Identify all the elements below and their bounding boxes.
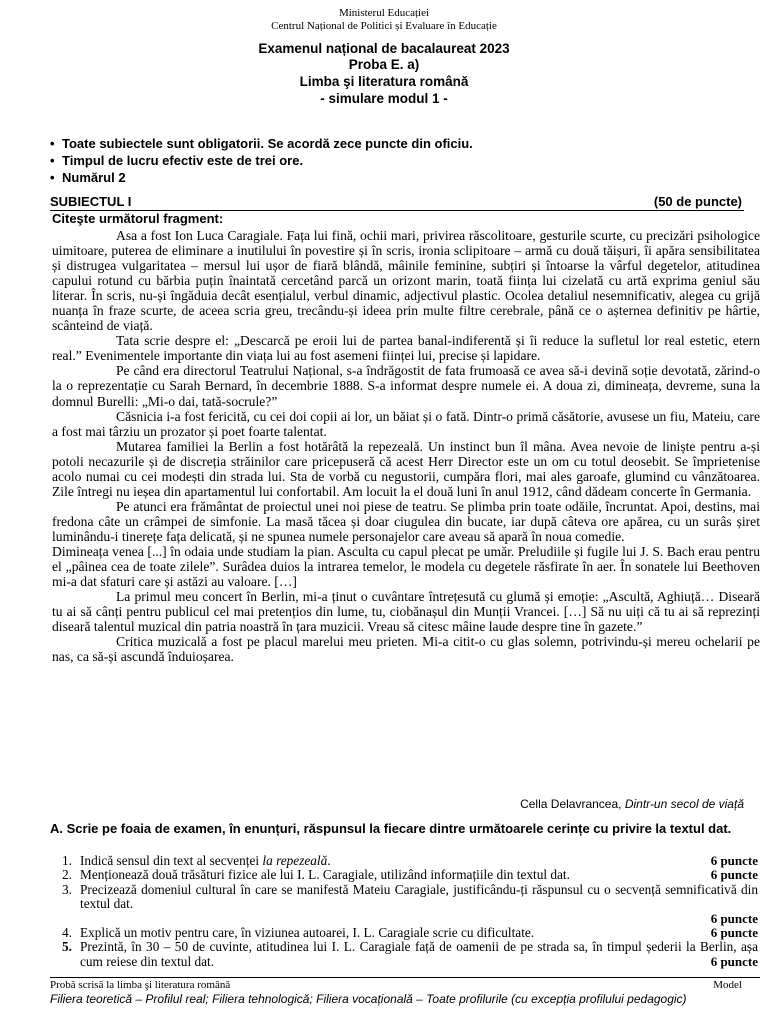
fragment-paragraph: Pe când era directorul Teatrului Național, s-a îndrăgostit de fata frumoasă ce avea să-i devină soție devotată, zărind-o la o reprezentație cu Sarah Bernard, în decembrie 1888. S-a informat despre numele ei. A doua zi, dimineața, devreme, suna la domnul Burelli: „Mi-o dai, tată-socrule?” <box>52 363 760 409</box>
task-a-instruction: A. Scrie pe foaia de examen, în enunțuri, răspunsul la fiecare dintre următoarele cerințe cu privire la textul dat. <box>50 821 732 836</box>
rule-bullet <box>50 153 303 169</box>
subject-heading <box>50 194 744 211</box>
source-signature <box>520 797 744 811</box>
fragment-paragraph: Critica muzicală a fost pe placul marelui meu prieten. Mi-a citit-o cu glas solemn, potrivindu-și mereu ochelarii pe nas, ca să-și ascundă înduioșarea. <box>52 634 760 665</box>
task-item <box>50 854 758 868</box>
rule-bullet <box>50 170 126 186</box>
task-text: Menționează două trăsături fizice ale lui I. L. Caragiale, utilizând informațiile din textul dat. <box>80 867 570 883</box>
task-points: 6 puncte <box>710 954 758 970</box>
fragment-text <box>52 228 760 664</box>
read-instruction: Citeşte următorul fragment: <box>52 211 224 226</box>
subject-points: (50 de puncte) <box>653 194 742 209</box>
source-work: Dintr-un secol de viață <box>624 797 744 811</box>
bullet-icon: • <box>50 153 55 168</box>
source-author: Cella Delavrancea, <box>520 797 625 811</box>
task-list <box>50 854 758 970</box>
fragment-paragraph: La primul meu concert în Berlin, mi-a ținut o cuvântare întrețesută cu glumă și emoție: „Ascultă, Aghiuță… Diseară tu ai să cânți pentru publicul cel mai pretențios din lume, tu, ciobănașul din Munții Vrancei. […] Să nu uiți că tu ai să reprezinți diseară talentul muzical din patria noastră în țara muzicii. Vreau să citesc mâine laude despre tine în gazete.” <box>52 589 760 635</box>
fragment-paragraph: Tata scrie despre el: „Descarcă pe eroii lui de partea banal-indiferentă și îi reduce la sufletul lor real estetic, etern real.” Evenimentele importante din viața lui au fost asemeni ființei lui, precise și lapidare. <box>52 333 760 364</box>
footer-model: Model <box>713 979 742 991</box>
task-points: 6 puncte <box>710 853 758 868</box>
task-text: Indică sensul din text al secvenței <box>80 853 263 868</box>
exam-simulation: - simulare modul 1 - <box>320 91 448 106</box>
center-name: Centrul Național de Politici și Evaluare în Educație <box>271 20 497 32</box>
task-text-end: . <box>327 853 331 868</box>
task-number: 1. <box>62 853 72 868</box>
task-text-italic: la repezeală <box>262 853 328 868</box>
task-item <box>50 926 758 940</box>
task-points: 6 puncte <box>710 910 758 926</box>
bullet-icon: • <box>50 136 55 151</box>
exam-subject: Limba şi literatura română <box>299 74 469 89</box>
fragment-paragraph: Pe atunci era frământat de proiectul unei noi piese de teatru. Se plimba prin toate odăile, încruntat. Apoi, destins, mai fredona câte un crâmpei de simfonie. La masă tăcea și doar ciugulea din bucate, iar după câteva ore apărea, cu un surâs șiret luminându-i tinerețe fața delicată, și ne spunea numele personajelor care aveau să apară în noua comedie. <box>52 498 760 544</box>
task-item <box>50 940 758 969</box>
task-item <box>50 883 758 926</box>
task-text: Prezintă, în 30 – 50 de cuvinte, atitudinea lui I. L. Caragiale față de oamenii de pe strada sa, în timpul șederii la Berlin, așa cum reiese din textul dat. <box>80 939 758 969</box>
bullet-icon: • <box>50 170 55 185</box>
task-number: 2. <box>62 867 72 883</box>
footer-divider <box>50 977 760 978</box>
rule-text: Toate subiectele sunt obligatorii. Se acordă zece puncte din oficiu. <box>62 136 473 151</box>
rule-text: Timpul de lucru efectiv este de trei ore. <box>62 153 304 168</box>
task-points: 6 puncte <box>710 925 758 941</box>
task-item <box>50 868 758 882</box>
footer-exam: Probă scrisă la limba şi literatura română <box>50 979 231 991</box>
fragment-paragraph: Mutarea familiei la Berlin a fost hotărâtă la repezeală. Un instinct bun îl mâna. Avea nevoie de liniște pentru a-și potoli necazurile și de discreția străinilor care pricepuseră că acest Herr Director este un om cu totul deosebit. Se împrietenise acolo numai cu cei modești din strada lui. Sta de vorbă cu negustorii, cumpăra flori, mai ales garoafe, glumind cu vânzătoarea. Zile întregi nu ieșea din apartamentul lui confortabil. Am locuit la el două luni în anul 1912, când dădeam concerte în Germania. <box>52 438 760 499</box>
ministry-name: Ministerul Educației <box>338 7 430 19</box>
task-number: 4. <box>62 925 72 941</box>
subject-label: SUBIECTUL I <box>50 194 132 209</box>
footer-profiles: Filiera teoretică – Profilul real; Filiera tehnologică; Filiera vocațională – Toate profilurile (cu excepția profilului pedagogic) <box>50 992 687 1006</box>
fragment-paragraph: Dimineața venea [...] în odaia unde studiam la pian. Asculta cu capul plecat pe umăr. Preludiile și fugile lui J. S. Bach erau pentru el „pâinea cea de toate zilele”. Surâdea duios la intrarea temelor, le modela cu degetele răsfirate în aer. În sonatele lui Beethoven mi-a dat sfaturi care și astăzi au valoare. […] <box>52 543 760 590</box>
exam-proba: Proba E. a) <box>348 57 420 72</box>
task-text: Explică un motiv pentru care, în viziunea autoarei, I. L. Caragiale scrie cu dificultate. <box>80 925 535 941</box>
rule-text: Numărul 2 <box>62 170 126 185</box>
exam-title: Examenul național de bacalaureat 2023 <box>258 41 510 56</box>
rule-bullet <box>50 136 473 152</box>
fragment-paragraph: Asa a fost Ion Luca Caragiale. Fața lui fină, ochii mari, privirea răscolitoare, gesturile scurte, cu precizări psihologice uimitoare, puterea de eliminare a inutilului în povestire și în scris, ironia sclipitoare – armă cu două tăișuri, îi apăra sensibilitatea și distrugea vulgaritatea – mersul lui ușor de fiară blândă, mâinile feminine, subțiri și întoarse la vârful degetelor, atitudinea capului rotund cu bărbia puțin înaintată cercetând parcă un orizont marin, toată ființa lui cizelată cu artă exprima geniul său literar. În scris, nu-și îngăduia decât esențialul, verbul dinamic, adjectivul plastic. Ocolea detaliul nesemnificativ, alegea cu grijă nuanța în fraze scurte, de aceea scria greu, trecându-și ideea prin multe filtre cerebrale, până ce o așternea definitiv pe hârtie, scânteind de viață. <box>52 228 760 334</box>
task-number: 3. <box>62 881 72 897</box>
task-text: Precizează domeniul cultural în care se manifestă Mateiu Caragiale, justificându-ți răspunsul cu o secvență semnificativă din textul dat. <box>80 881 758 912</box>
fragment-paragraph: Căsnicia i-a fost fericită, cu cei doi copii ai lor, un băiat și o fată. Dintr-o primă căsătorie, avusese un fiu, Mateiu, care a fost mai târziu un prozator și poet foarte talentat. <box>52 408 760 439</box>
task-number: 5. <box>62 939 72 955</box>
task-points: 6 puncte <box>710 867 758 883</box>
